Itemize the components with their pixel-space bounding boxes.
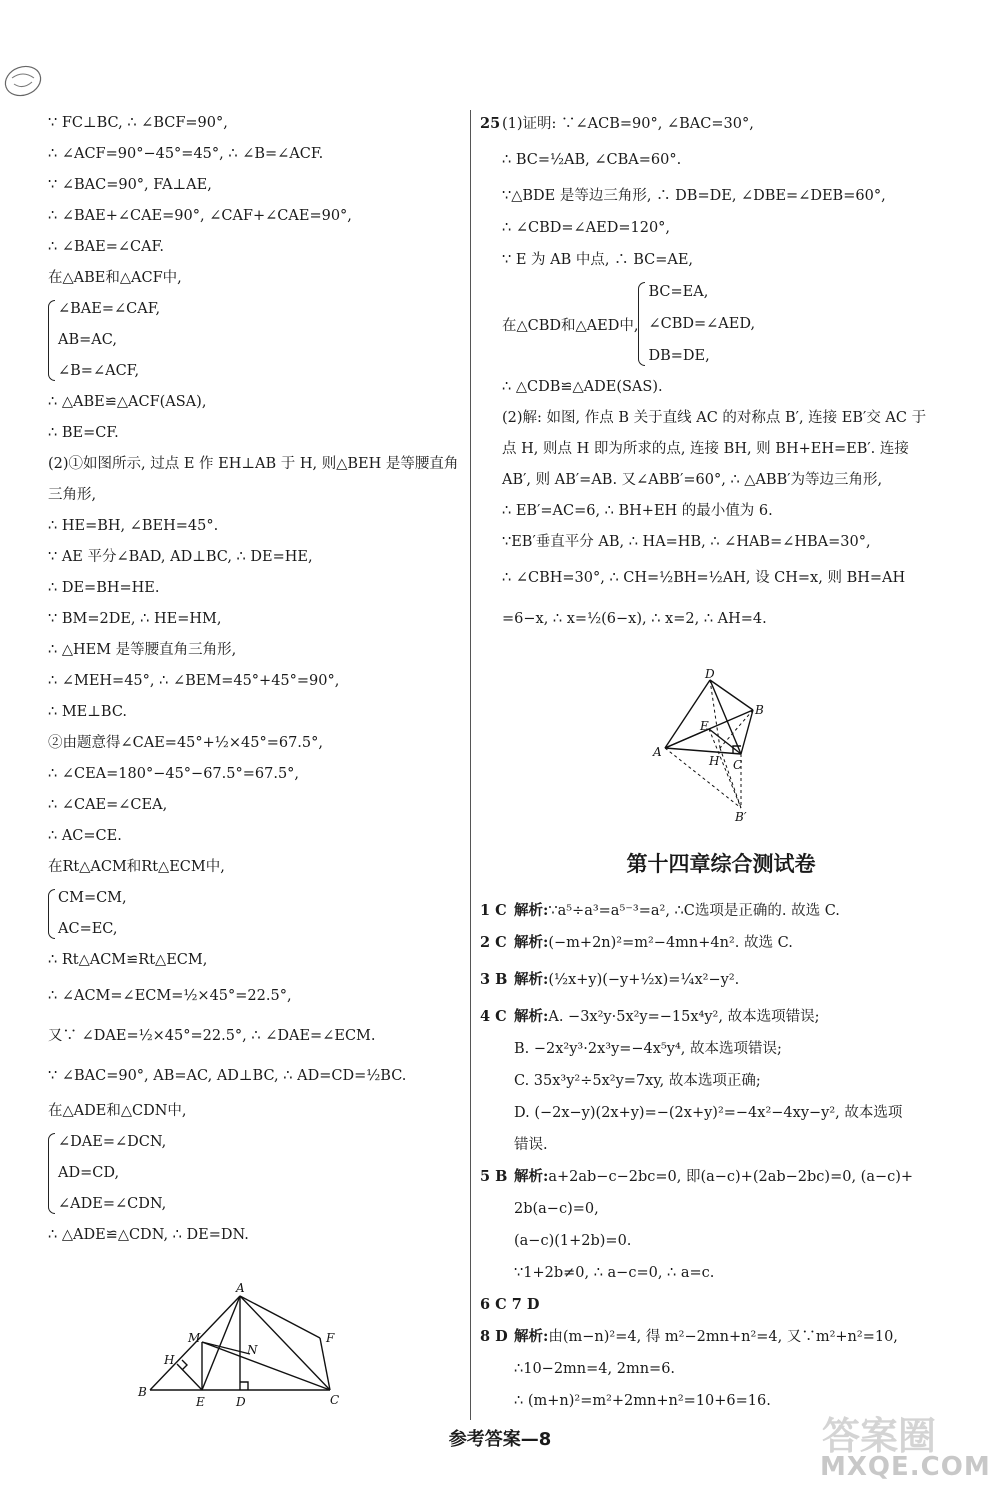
answer-item [480, 1161, 920, 1193]
answer-number: 3 B [480, 971, 508, 988]
text-line: ∵△BDE 是等边三角形, ∴ DB=DE, ∠DBE=∠DEB=60°, [502, 188, 886, 204]
text-line: 在△ADE和△CDN中, [48, 1103, 187, 1119]
answer-item [480, 927, 920, 959]
answer-label: 解析: [514, 1168, 549, 1185]
page-footer: 参考答案—8 [448, 1429, 552, 1450]
brace-group-1 [48, 294, 463, 387]
question-number: 25 [480, 115, 501, 132]
fig-label-H: H [709, 754, 720, 768]
text-line: ②由题意得∠CAE=45°+½×45°=67.5°, [48, 735, 323, 751]
answer-label: 解析: [514, 1008, 549, 1025]
text-line: ∴ Rt△ACM≌Rt△ECM, [48, 952, 208, 968]
answer-text: A. −3x²y·5x²y=−15x⁴y², 故本选项错误; [548, 1009, 820, 1025]
answer-label: 解析: [514, 971, 549, 988]
text-line: ∴ DE=BH=HE. [48, 580, 160, 596]
left-column [48, 108, 463, 1251]
text-line: (a−c)(1+2b)=0. [514, 1233, 632, 1249]
text-line: 在△ABE和△ACF中, [48, 270, 182, 286]
section-title: 第十四章综合测试卷 [626, 852, 816, 876]
fig-label-A: A [653, 745, 662, 759]
column-divider [470, 110, 471, 1420]
text-line: ∴ HE=BH, ∠BEH=45°. [48, 518, 219, 534]
text-line: B. −2x²y³·2x³y=−4x⁵y⁴, 故本选项错误; [514, 1041, 782, 1057]
answer-number: 2 C [480, 934, 507, 951]
text-line: ∴ ∠CBD=∠AED=120°, [502, 220, 671, 236]
text-line: 三角形, [48, 487, 97, 503]
answer-number: 8 D [480, 1328, 508, 1345]
fig-label-A: A [236, 1282, 245, 1295]
text-line: AB′, 则 AB′=AB. 又∠ABB′=60°, ∴ △ABB′为等边三角形, [502, 472, 883, 488]
answer-item [480, 959, 920, 1001]
fig-label-E: E [196, 1395, 205, 1409]
text-line: ∴ EB′=AC=6, ∴ BH+EH 的最小值为 6. [502, 503, 773, 519]
text-line: =6−x, ∴ x=½(6−x), ∴ x=2, ∴ AH=4. [502, 611, 767, 627]
text-line: D. (−2x−y)(2x+y)=−(2x+y)²=−4x²−4xy−y², 故本选项 [514, 1105, 903, 1121]
text-line: ∴ ME⊥BC. [48, 704, 128, 720]
answer-number: 5 B [480, 1168, 508, 1185]
text-line: ∴ (m+n)²=m²+2mn+n²=10+6=16. [514, 1393, 771, 1409]
text-line: ∴ ∠BAE=∠CAF. [48, 239, 164, 255]
answer-text: (½x+y)(−y+½x)=¼x²−y². [548, 972, 740, 988]
brace-line: AB=AC, [58, 332, 117, 348]
text-line: ∵ AE 平分∠BAD, AD⊥BC, ∴ DE=HE, [48, 549, 313, 565]
brace-group-2 [48, 883, 463, 945]
brace-line: DB=DE, [648, 348, 710, 364]
text-line: ∵1+2b≠0, ∴ a−c=0, ∴ a=c. [514, 1265, 715, 1281]
answer-text: 由(m−n)²=4, 得 m²−2mn+n²=4, 又∵m²+n²=10, [548, 1329, 898, 1345]
geometry-figure-left [130, 1282, 360, 1412]
text-line: ∵ E 为 AB 中点, ∴ BC=AE, [502, 252, 694, 268]
answer-text: (−m+2n)²=m²−4mn+4n². 故选 C. [548, 935, 793, 951]
text-line: ∵ FC⊥BC, ∴ ∠BCF=90°, [48, 115, 228, 131]
text-line: 2b(a−c)=0, [514, 1201, 599, 1217]
fig-label-B: B [755, 703, 764, 717]
fig-label-N: N [247, 1343, 258, 1357]
text-line: ∴ BE=CF. [48, 425, 119, 441]
text-line: (2)①如图所示, 过点 E 作 EH⊥AB 于 H, 则△BEH 是等腰直角 [48, 456, 459, 472]
text-line: (2)解: 如图, 作点 B 关于直线 AC 的对称点 B′, 连接 EB′交 AC 于 [502, 410, 927, 426]
brace-group-right [638, 276, 755, 372]
answer-label: 解析: [514, 902, 549, 919]
fig-label-B-prime: B′ [735, 810, 747, 823]
text-line: ∴ AC=CE. [48, 828, 122, 844]
text-line: ∴10−2mn=4, 2mn=6. [514, 1361, 676, 1377]
fig-label-H: H [164, 1353, 175, 1367]
text-line: ∴ △ADE≌△CDN, ∴ DE=DN. [48, 1227, 249, 1243]
fig-label-C: C [733, 758, 743, 772]
fig-label-C: C [330, 1393, 340, 1407]
text-line: ∵ BM=2DE, ∴ HE=HM, [48, 611, 222, 627]
text-line: ∴ ∠CAE=∠CEA, [48, 797, 168, 813]
text-line: ∵ ∠BAC=90°, FA⊥AE, [48, 177, 212, 193]
brace-line: AC=EC, [58, 921, 118, 937]
fig-label-B: B [138, 1385, 147, 1399]
text-line: ∴ ∠CBH=30°, ∴ CH=½BH=½AH, 设 CH=x, 则 BH=AH [502, 570, 906, 586]
text-line: ∴ ∠ACM=∠ECM=½×45°=22.5°, [48, 988, 292, 1004]
answer-label: 解析: [514, 1328, 549, 1345]
brace-line: ∠DAE=∠DCN, [58, 1134, 167, 1150]
text-line: ∴ △CDB≌△ADE(SAS). [502, 379, 663, 395]
answer-number: 1 C [480, 902, 507, 919]
brace-line: BC=EA, [648, 284, 709, 300]
text-line [480, 108, 920, 140]
text-line: C. 35x³y²÷5x²y=7xy, 故本选项正确; [514, 1073, 761, 1089]
fig-label-D: D [236, 1395, 246, 1409]
text-line: ∵EB′垂直平分 AB, ∴ HA=HB, ∴ ∠HAB=∠HBA=30°, [502, 534, 871, 550]
text-line: 又∵ ∠DAE=½×45°=22.5°, ∴ ∠DAE=∠ECM. [48, 1028, 376, 1044]
text-span: (1)证明: ∵∠ACB=90°, ∠BAC=30°, [502, 116, 754, 132]
text-line: 点 H, 则点 H 即为所求的点, 连接 BH, 则 BH+EH=EB′. 连接 [502, 441, 909, 457]
corner-stamp-icon [2, 60, 44, 102]
text-line: ∴ △ABE≌△ACF(ASA), [48, 394, 207, 410]
brace-line: AD=CD, [58, 1165, 120, 1181]
answer-text: a+2ab−c−2bc=0, 即(a−c)+(2ab−2bc)=0, (a−c)+ [548, 1169, 914, 1185]
answer-item [480, 1321, 920, 1353]
geometry-figure-right [645, 668, 775, 823]
text-line: ∴ ∠MEH=45°, ∴ ∠BEM=45°+45°=90°, [48, 673, 340, 689]
brace-line: ∠B=∠ACF, [58, 363, 140, 379]
brace-line: ∠CBD=∠AED, [648, 316, 756, 332]
text-line: ∴ ∠CEA=180°−45°−67.5°=67.5°, [48, 766, 300, 782]
right-column [480, 108, 927, 640]
brace-line: ∠ADE=∠CDN, [58, 1196, 167, 1212]
brace-block [480, 276, 920, 372]
brace-line: CM=CM, [58, 890, 127, 906]
brace-group-3 [48, 1127, 463, 1220]
text-line: ∵ ∠BAC=90°, AB=AC, AD⊥BC, ∴ AD=CD=½BC. [48, 1068, 407, 1084]
text-line: ∴ ∠ACF=90°−45°=45°, ∴ ∠B=∠ACF. [48, 146, 324, 162]
watermark-logo: 答案圈 [822, 1414, 937, 1458]
answer-label: 解析: [514, 934, 549, 951]
answer-text: ∵a⁵÷a³=a⁵⁻³=a², ∴C选项是正确的. 故选 C. [548, 903, 840, 919]
brace-line: ∠BAE=∠CAF, [58, 301, 161, 317]
watermark-url: MXQE.COM [820, 1452, 991, 1482]
text-line: ∴ △HEM 是等腰直角三角形, [48, 642, 237, 658]
answers-block [480, 895, 920, 1417]
answer-item [480, 895, 920, 927]
text-line: ∴ ∠BAE+∠CAE=90°, ∠CAF+∠CAE=90°, [48, 208, 352, 224]
fig-label-D: D [705, 668, 715, 681]
brace-lead: 在△CBD和△AED中, [502, 317, 639, 334]
answer-item: 6 C 7 D [480, 1296, 540, 1313]
fig-label-F: F [326, 1331, 335, 1345]
text-line: 错误. [514, 1137, 548, 1153]
answer-item [480, 1001, 920, 1033]
answer-number: 4 C [480, 1008, 507, 1025]
text-line: ∴ BC=½AB, ∠CBA=60°. [502, 152, 682, 168]
fig-label-M: M [188, 1331, 201, 1345]
fig-label-E: E [700, 719, 709, 733]
text-line: 在Rt△ACM和Rt△ECM中, [48, 859, 225, 875]
